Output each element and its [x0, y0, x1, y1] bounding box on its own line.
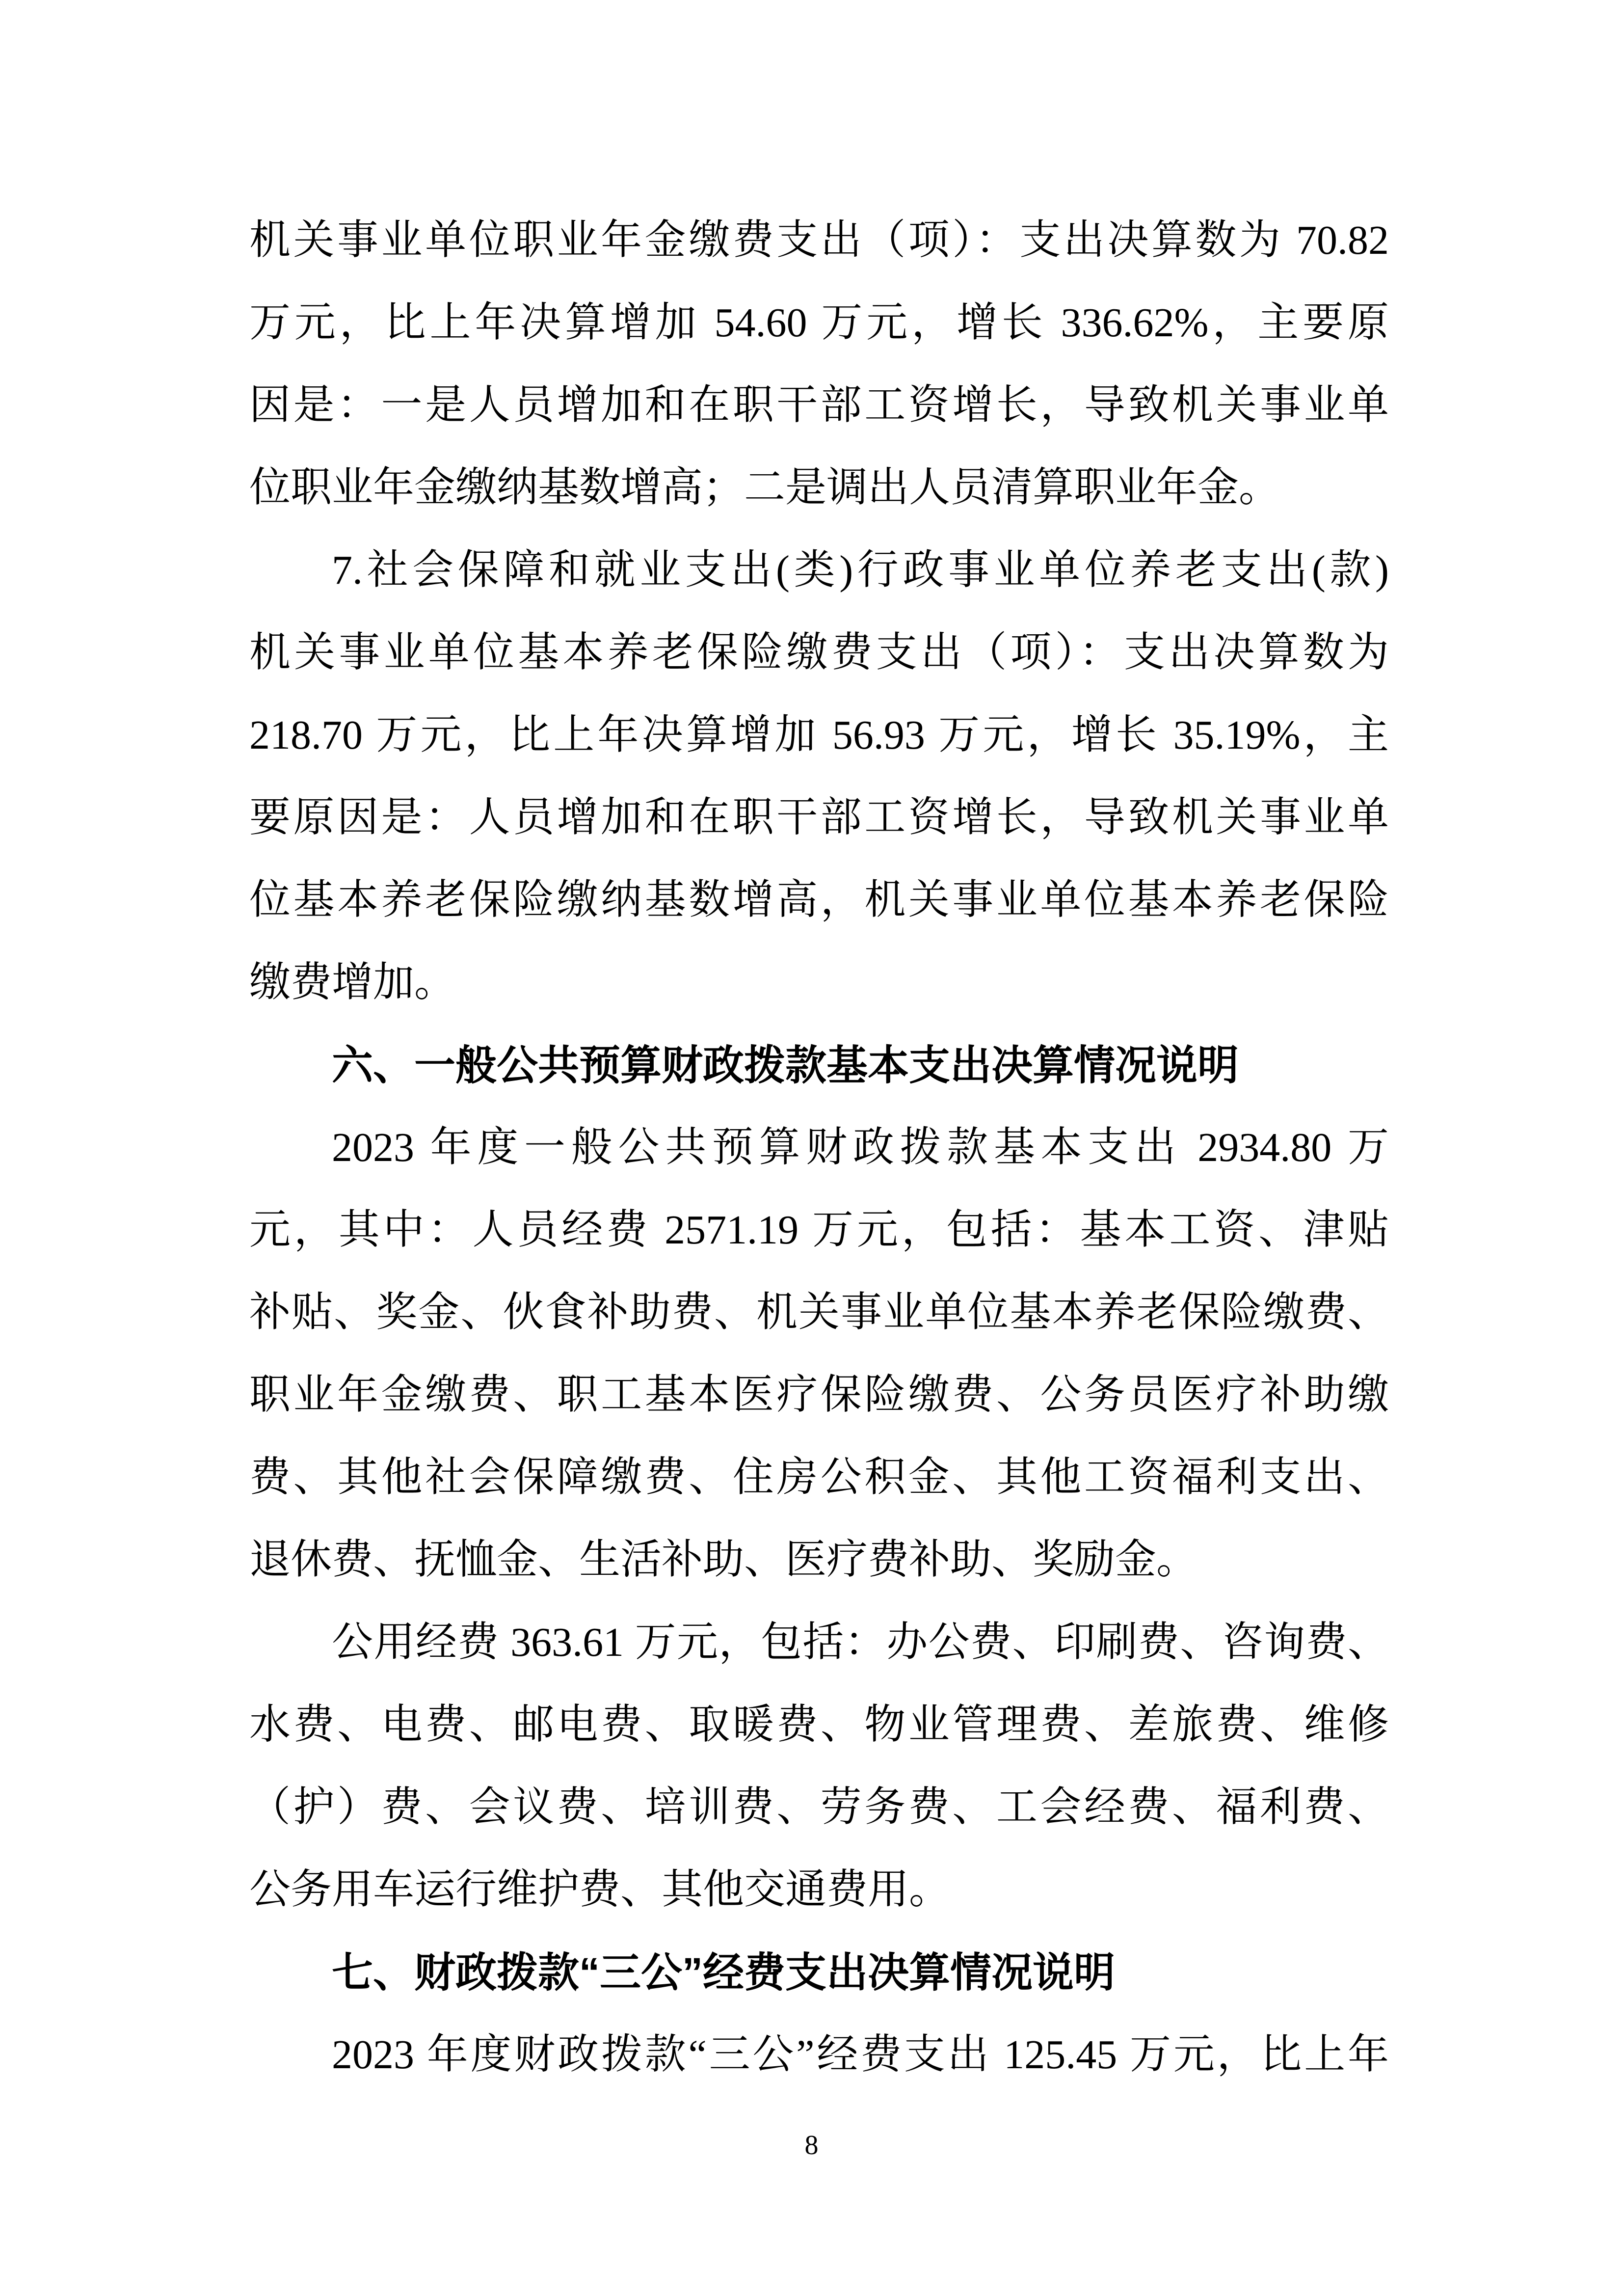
body-line: 补贴、奖金、伙食补助费、机关事业单位基本养老保险缴费、	[249, 1290, 1389, 1335]
body-line: 万元，比上年决算增加 54.60 万元，增长 336.62%，主要原	[249, 300, 1389, 346]
body-line: 7.社会保障和就业支出(类)行政事业单位养老支出(款)	[332, 547, 1389, 593]
body-line: 位基本养老保险缴纳基数增高，机关事业单位基本养老保险	[249, 877, 1389, 923]
body-line: 2023 年度财政拨款“三公”经费支出 125.45 万元，比上年	[332, 2032, 1389, 2078]
body-line: 元，其中：人员经费 2571.19 万元，包括：基本工资、津贴	[249, 1207, 1389, 1253]
body-line: 2023 年度一般公共预算财政拨款基本支出 2934.80 万	[332, 1125, 1389, 1170]
body-line: 机关事业单位基本养老保险缴费支出（项）：支出决算数为	[249, 630, 1389, 675]
body-line: 机关事业单位职业年金缴费支出（项）：支出决算数为 70.82	[249, 217, 1389, 263]
page-number: 8	[804, 2130, 819, 2161]
body-line: 因是：一是人员增加和在职干部工资增长，导致机关事业单	[249, 382, 1389, 428]
body-line: 218.70 万元，比上年决算增加 56.93 万元，增长 35.19%，主	[249, 712, 1389, 758]
text-block	[249, 199, 1389, 2096]
body-line: 位职业年金缴纳基数增高；二是调出人员清算职业年金。	[249, 465, 1280, 511]
body-line: 职业年金缴费、职工基本医疗保险缴费、公务员医疗补助缴	[249, 1372, 1389, 1418]
body-line: 费、其他社会保障缴费、住房公积金、其他工资福利支出、	[249, 1455, 1389, 1500]
body-line: 公用经费 363.61 万元，包括：办公费、印刷费、咨询费、	[332, 1620, 1389, 1665]
body-line: 缴费增加。	[249, 960, 456, 1005]
body-line: 公务用车运行维护费、其他交通费用。	[249, 1867, 951, 1913]
body-line: （护）费、会议费、培训费、劳务费、工会经费、福利费、	[249, 1784, 1389, 1830]
body-line: 水费、电费、邮电费、取暖费、物业管理费、差旅费、维修	[249, 1702, 1389, 1748]
body-line: 要原因是：人员增加和在职干部工资增长，导致机关事业单	[249, 795, 1389, 840]
body-line: 退休费、抚恤金、生活补助、医疗费补助、奖励金。	[249, 1537, 1198, 1583]
section-heading-7: 七、财政拨款“三公”经费支出决算情况说明	[332, 1949, 1116, 1996]
section-heading-6: 六、一般公共预算财政拨款基本支出决算情况说明	[332, 1042, 1239, 1088]
